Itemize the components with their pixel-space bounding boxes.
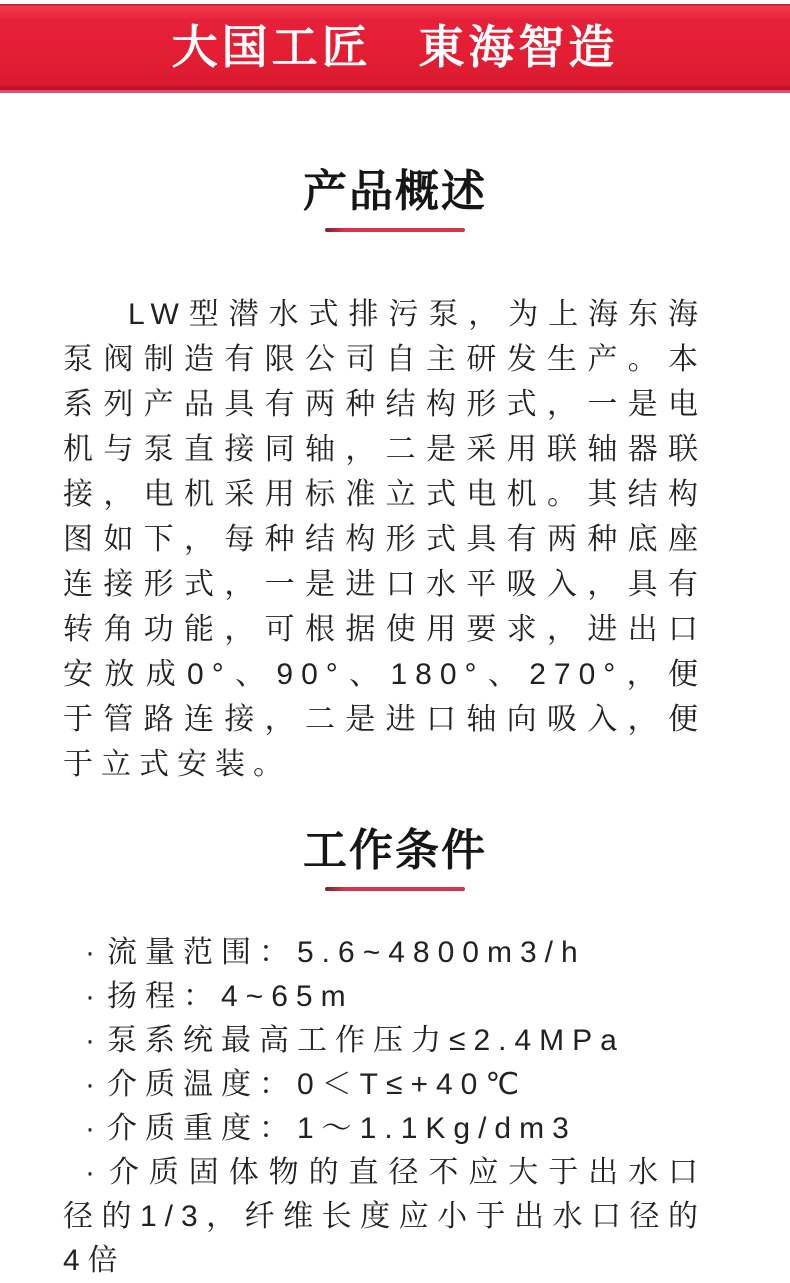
overview-title: 产品概述 — [303, 167, 487, 216]
overview-title-underline — [325, 228, 465, 232]
conditions-list — [63, 931, 706, 1283]
bullet-icon: · — [85, 980, 103, 1013]
condition-text: 介质重度：1～1.1Kg/dm3 — [107, 1112, 577, 1145]
conditions-title-underline — [325, 887, 465, 891]
condition-item-head — [63, 975, 706, 1019]
conditions-title: 工作条件 — [303, 826, 487, 875]
condition-text: 泵系统最高工作压力≤2.4MPa — [107, 1024, 625, 1057]
condition-item-solids-size — [63, 1151, 706, 1283]
bullet-icon: · — [85, 1112, 103, 1145]
brand-slogan: 大国工匠 東海智造 — [171, 21, 619, 73]
condition-text: 扬程：4~65m — [107, 980, 354, 1013]
condition-text: 流量范围：5.6~4800m3/h — [107, 936, 586, 969]
condition-item-medium-density — [63, 1107, 706, 1151]
bullet-icon: · — [85, 1068, 103, 1101]
condition-item-medium-temperature — [63, 1063, 706, 1107]
bullet-icon: · — [85, 1024, 103, 1057]
overview-paragraph: LW型潜水式排污泵，为上海东海泵阀制造有限公司自主研发生产。本系列产品具有两种结构形式，一是电机与泵直接同轴，二是采用联轴器联接，电机采用标准立式电机。其结构图如下，每种结构形式具有两种底座连接形式，一是进口水平吸入，具有转角功能，可根据使用要求，进出口安放成0°、90°、180°、270°，便于管路连接，二是进口轴向吸入，便于立式安装。 — [63, 298, 706, 781]
condition-item-flow-range — [63, 931, 706, 975]
brand-banner — [0, 4, 790, 90]
bullet-icon: · — [85, 936, 103, 969]
condition-text: 介质温度：0＜T≤+40℃ — [107, 1068, 528, 1101]
condition-text: 介质固体物的直径不应大于出水口径的1/3，纤维长度应小于出水口径的4倍 — [63, 1156, 706, 1277]
bullet-icon: · — [85, 1156, 103, 1189]
condition-item-max-pressure — [63, 1019, 706, 1063]
section-product-overview — [0, 168, 790, 787]
